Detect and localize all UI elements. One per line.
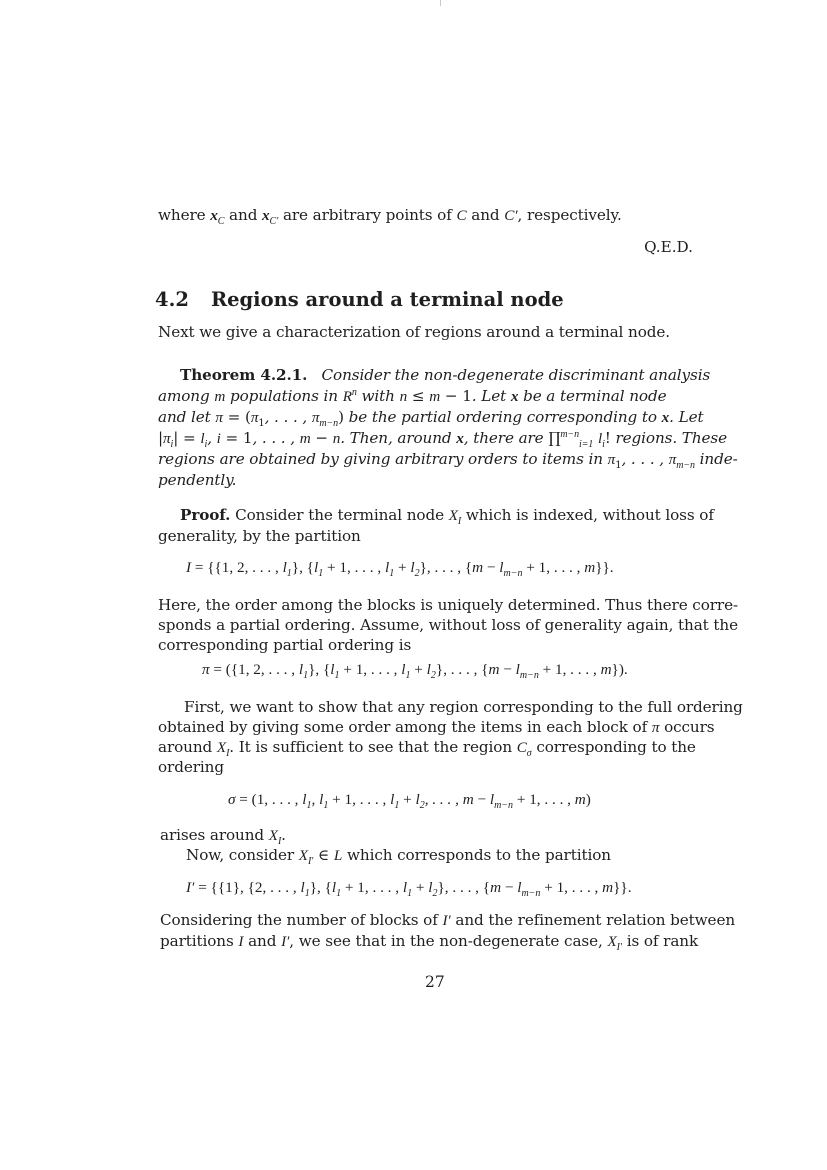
proof-line-4: sponds a partial ordering. Assume, without loss of generality again, that the bbox=[158, 616, 738, 634]
theorem-line-1: Theorem 4.2.1. Consider the non-degenerate discriminant analysis bbox=[180, 366, 711, 384]
proof-line-1: Proof. Consider the terminal node $X_I$ which is indexed, without loss of bbox=[180, 506, 714, 528]
proof-line-11: Now, consider $X_{I'}$ ∈ L which corresponds to the partition bbox=[186, 846, 611, 868]
equation-partial-ordering: π = ({1, 2, . . . , $l_1$}, {$l_1 + 1$, . . . , $l_1 + l_2$}, . . . , {$m - l_{m-n} + 1$, . . . , m}). bbox=[202, 661, 628, 682]
theorem-line-4: $|\pi_i| = l_i$, i = 1, . . . , m − n. Then, around x, there are ∏$^{m-n}_{i=1}$ $l_i$! regions. These bbox=[158, 428, 727, 451]
proof-label: Proof. bbox=[180, 506, 231, 524]
equation-partition-I-prime: I′ = {{1}, {2, . . . , $l_1$}, {$l_1 + 1$, . . . , $l_1 + l_2$}, . . . , {$m - l_{m-n} + 1$, . . . , m}}. bbox=[186, 879, 632, 900]
section-number: 4.2 bbox=[155, 288, 189, 311]
proof-line-13: partitions I and I′, we see that in the non-degenerate case, $X_{I'}$ is of rank bbox=[160, 932, 699, 954]
proof-line-10: arises around $X_I$. bbox=[160, 826, 286, 848]
paragraph-where: where $x_C$ and $x_{C'}$ are arbitrary points of C and C′, respectively. bbox=[158, 206, 622, 228]
section-intro: Next we give a characterization of regions around a terminal node. bbox=[158, 323, 671, 341]
equation-sigma: σ = (1, . . . , $l_1$, $l_1 + 1$, . . . , $l_1 + l_2$, . . . , $m - l_{m-n} + 1$, . . . , m) bbox=[228, 791, 591, 812]
proof-line-3: Here, the order among the blocks is uniquely determined. Thus there corre- bbox=[158, 596, 738, 614]
theorem-label: Theorem 4.2.1. bbox=[180, 366, 308, 384]
section-title: Regions around a terminal node bbox=[210, 288, 564, 311]
proof-line-8: around $X_I$. It is sufficient to see that the region $C_\sigma$ corresponding to the bbox=[158, 738, 696, 760]
section-heading bbox=[155, 288, 564, 311]
theorem-line-3: and let $\pi = (\pi_1$, . . . , $\pi_{m-n}$) be the partial ordering corresponding to x. Let bbox=[158, 408, 704, 430]
page-number: 27 bbox=[425, 973, 445, 991]
top-tick-mark bbox=[440, 0, 441, 6]
proof-line-9: ordering bbox=[158, 758, 224, 776]
proof-line-7: obtained by giving some order among the items in each block of π occurs bbox=[158, 718, 715, 736]
equation-partition-I: I = {{1, 2, . . . , $l_1$}, {$l_1 + 1$, . . . , $l_1 + l_2$}, . . . , {$m - l_{m-n} + 1$, . . . , m}}. bbox=[186, 559, 614, 580]
qed-mark: Q.E.D. bbox=[644, 238, 693, 256]
proof-line-2: generality, by the partition bbox=[158, 527, 361, 545]
theorem-line-6: pendently. bbox=[158, 471, 237, 489]
proof-line-12: Considering the number of blocks of I′ and the refinement relation between bbox=[160, 911, 736, 929]
proof-line-5: corresponding partial ordering is bbox=[158, 636, 412, 654]
theorem-line-5: regions are obtained by giving arbitrary orders to items in $\pi_1$, . . . , $\pi_{m-n}$ inde- bbox=[158, 450, 738, 472]
proof-line-6: First, we want to show that any region corresponding to the full ordering bbox=[184, 698, 743, 716]
theorem-line-2: among m populations in $R^n$ with n ≤ m − 1. Let x be a terminal node bbox=[158, 386, 667, 405]
